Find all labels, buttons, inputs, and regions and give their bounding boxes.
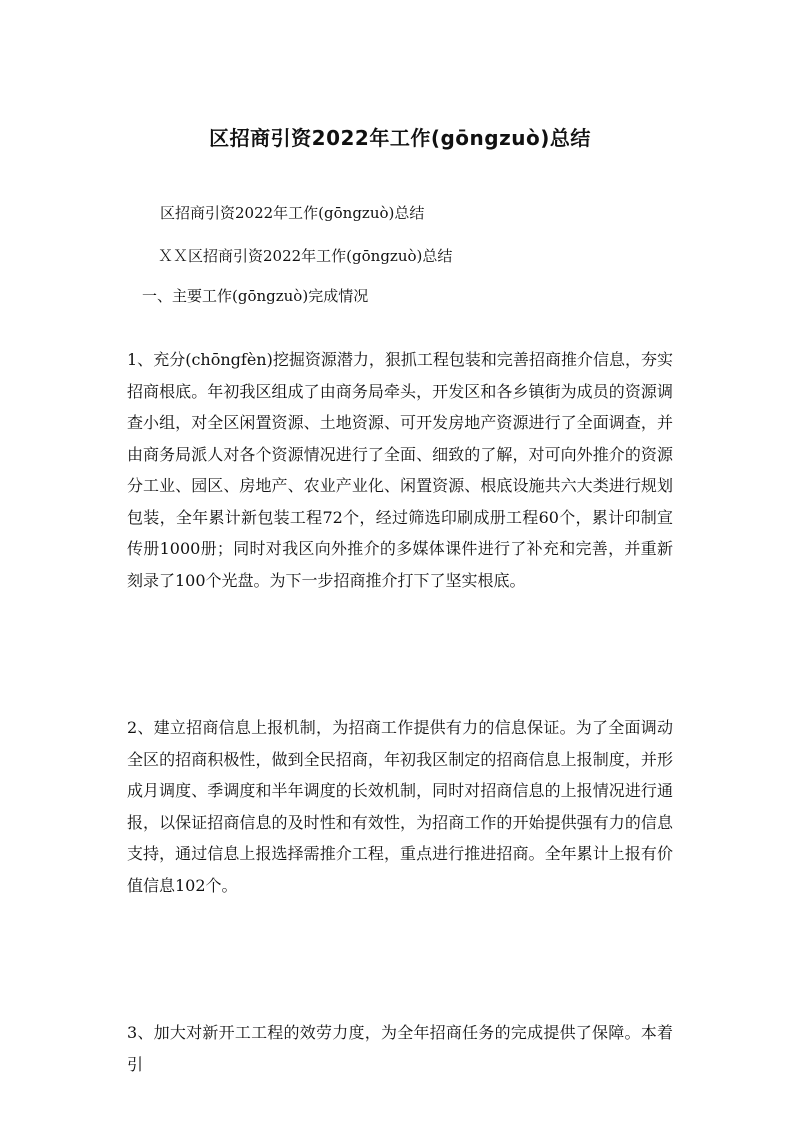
section-heading: 一、主要工作(gōngzuò)完成情况 xyxy=(142,287,369,305)
paragraph-2: 2、建立招商信息上报机制，为招商工作提供有力的信息保证。为了全面调动全区的招商积极性，做到全民招商，年初我区制定的招商信息上报制度，并形成月调度、季调度和半年调度的长效机制，同时对招商信息的上报情况进行通报，以保证招商信息的及时性和有效性，为招商工作的开始提供强有力的信息支持，通过信息上报选择需推介工程，重点进行推进招商。全年累计上报有价值信息102个。 xyxy=(127,718,673,895)
document-title: 区招商引资2022年工作(gōngzuò)总结 xyxy=(209,126,591,150)
document-subtitle-district: ＸＸ区招商引资2022年工作(gōngzuò)总结 xyxy=(158,247,453,265)
document-subtitle: 区招商引资2022年工作(gōngzuò)总结 xyxy=(160,204,425,222)
paragraph-1: 1、充分(chōngfèn)挖掘资源潜力，狠抓工程包装和完善招商推介信息，夯实招商根底。年初我区组成了由商务局牵头，开发区和各乡镇街为成员的资源调查小组，对全区闲置资源、土地资源、可开发房地产资源进行了全面调查，并由商务局派人对各个资源情况进行了全面、细致的了解，对可向外推介的资源分工业、园区、房地产、农业产业化、闲置资源、根底设施共六大类进行规划包装，全年累计新包装工程72个，经过筛选印刷成册工程60个，累计印制宣传册1000册；同时对我区向外推介的多媒体课件进行了补充和完善，并重新刻录了100个光盘。为下一步招商推介打下了坚实根底。 xyxy=(127,350,673,590)
paragraph-3: 3、加大对新开工工程的效劳力度，为全年招商任务的完成提供了保障。本着引 xyxy=(127,1023,673,1074)
